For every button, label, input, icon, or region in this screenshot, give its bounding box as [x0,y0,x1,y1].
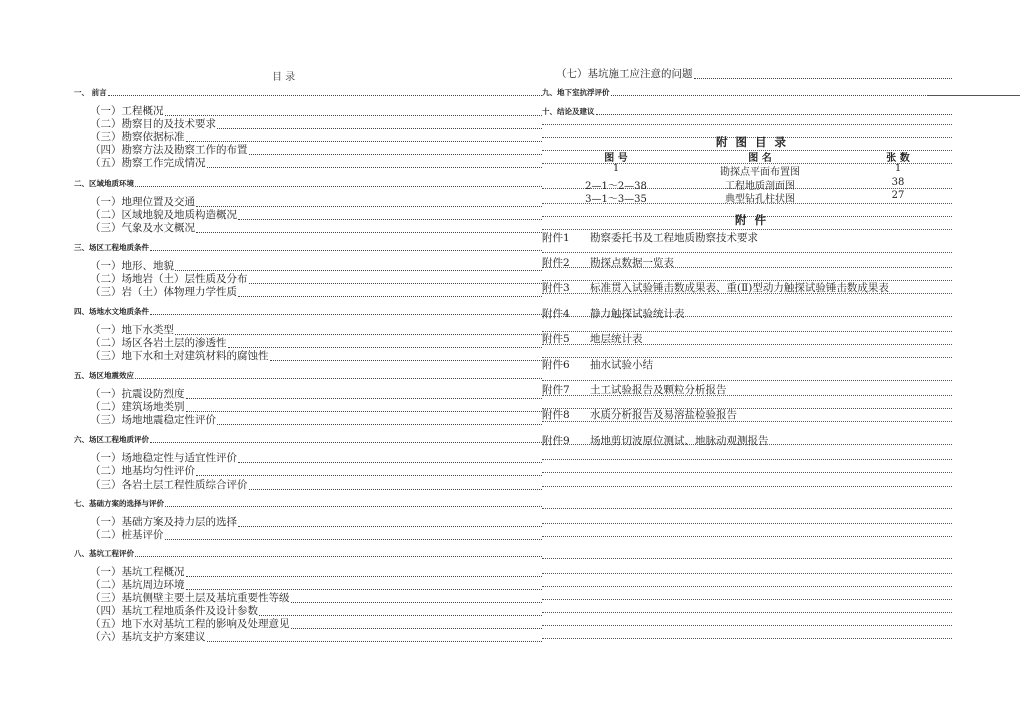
toc-item-label: （三）岩（土）体物理力学性质 [90,286,237,298]
attachment-item[interactable] [542,433,769,448]
leader-dots [611,94,929,96]
leader-dots [135,555,542,557]
leader-dots [542,523,952,524]
toc-section-4[interactable] [74,306,542,317]
figure-cell: 工程地质剖面图 [725,181,795,192]
toc-section-label: 九、地下室抗浮评价 [542,88,610,97]
toc-item-label: （二）勘察目的及技术要求 [90,118,216,130]
attachment-name: 勘探点数据一览表 [590,257,674,269]
toc-section-3[interactable] [74,242,542,253]
toc-section-label: 八、基坑工程评价 [74,549,134,558]
attachment-name: 抽水试验小结 [590,359,653,371]
toc-item-label: （一）工程概况 [90,105,164,117]
toc-item[interactable] [90,527,542,542]
figure-header-name: 图 名 [748,153,772,164]
attachment-no: 附件7 [542,384,570,396]
toc-item-label: （二）基坑周边环境 [90,579,185,591]
attachment-no: 附件2 [542,257,570,269]
attachment-no: 附件1 [542,232,570,244]
attachment-item[interactable] [542,280,889,295]
leader-dots [238,295,542,297]
attachment-no: 附件9 [542,435,570,447]
leader-dots [542,124,952,125]
figure-cell: 1 [894,163,902,174]
leader-dots [150,313,542,315]
toc-item-label: （三）场地地震稳定性评价 [90,414,216,426]
toc-item-label: （三）基坑侧壁主要土层及基坑重要性等级 [90,592,290,604]
leader-dots [207,640,543,642]
toc-item-label: （五）地下水对基坑工程的影响及处理意见 [90,618,290,630]
toc-section-8[interactable] [74,548,542,559]
leader-dots [542,459,952,460]
leader-dots [217,423,542,425]
toc-item-label: （五）勘察工作完成情况 [90,157,206,169]
toc-section-label: 十、结论及建议 [542,107,595,116]
divider [928,95,1020,96]
attachment-item[interactable] [542,306,685,321]
toc-item-label: （一）地形、地貌 [90,260,174,272]
attachment-item[interactable] [542,407,737,422]
leader-dots [542,599,952,600]
toc-item[interactable] [90,220,542,235]
leader-dots [542,508,952,509]
toc-section-label: 一、 前言 [74,88,107,97]
leader-dots [135,185,542,187]
leader-dots [542,558,952,559]
leader-dots [196,474,542,476]
figure-cell: 3—1～3—35 [585,194,647,205]
toc-item-label: （一）地理位置及交通 [90,196,195,208]
leader-dots [270,359,543,361]
toc-section-6[interactable] [74,434,542,445]
leader-dots [542,486,952,487]
toc-item-label: （二）桩基评价 [90,529,164,541]
figure-header-count: 张 数 [886,153,910,164]
toc-item-label: （一）基础方案及持力层的选择 [90,516,237,528]
toc-item-label: （七）基坑施工应注意的问题 [556,68,693,80]
toc-section-7[interactable] [74,498,542,509]
toc-section-label: 五、场区地震效应 [74,371,134,380]
attachment-no: 附件5 [542,333,570,345]
toc-item-label: （一）抗震设防烈度 [90,388,185,400]
figure-list-title: 附 图 目 录 [716,135,789,149]
figure-cell: 27 [891,190,905,201]
leader-dots [108,94,542,96]
leader-dots [542,472,952,473]
toc-item-label: （六）基坑支护方案建议 [90,631,206,643]
toc-item[interactable] [90,477,542,492]
leader-dots [150,441,542,443]
leader-dots [542,586,952,587]
attachment-name: 静力触探试验统计表 [590,308,685,320]
leader-dots [542,638,952,639]
attachment-no: 附件6 [542,359,570,371]
attachment-name: 勘察委托书及工程地质勘察技术要求 [590,232,758,244]
toc-item-label: （一）基坑工程概况 [90,566,185,578]
toc-item-label: （三）各岩土层工程性质综合评价 [90,479,248,491]
toc-item-label: （三）气象及水文概况 [90,222,195,234]
toc-section-label: 四、场地水文地质条件 [74,307,149,316]
toc-section-label: 七、基础方案的选择与评价 [74,499,164,508]
leader-dots [542,625,952,626]
toc-item-label: （二）区域地貌及地质构造概况 [90,209,237,221]
toc-item-label: （二）场地岩（土）层性质及分布 [90,273,248,285]
toc-item[interactable] [90,463,542,478]
leader-dots [542,573,952,574]
attachment-name: 地层统计表 [590,333,643,345]
leader-dots [196,231,542,233]
figure-cell: 1 [612,163,620,174]
leader-dots [596,113,953,115]
leader-dots [249,488,543,490]
figure-header-no: 图 号 [604,153,628,164]
attachment-name: 水质分析报告及易溶盐检验报告 [590,409,737,421]
figure-cell: 典型钻孔柱状图 [725,194,795,205]
attachment-item[interactable] [542,230,758,245]
attachment-item[interactable] [542,382,727,397]
toc-item[interactable] [556,66,952,81]
toc-section-5[interactable] [74,370,542,381]
toc-item-label: （一）场地稳定性与适宜性评价 [90,452,237,464]
toc-item-label: （二）地基均匀性评价 [90,465,195,477]
figure-cell: 38 [891,177,905,188]
leader-dots [135,377,542,379]
leader-dots [165,538,543,540]
toc-item[interactable] [90,155,542,170]
toc-title: 目 录 [272,72,296,83]
leader-dots [150,249,542,251]
leader-dots [694,77,953,79]
leader-dots [542,252,952,253]
attachment-no: 附件3 [542,282,570,294]
toc-item[interactable] [90,348,542,363]
toc-item-label: （一）地下水类型 [90,324,174,336]
attachment-item[interactable] [542,331,643,346]
toc-item-label: （四）勘察方法及勘察工作的布置 [90,144,248,156]
leader-dots [165,505,542,507]
toc-item-label: （二）建筑场地类别 [90,401,185,413]
figure-cell: 勘探点平面布置图 [720,167,800,178]
toc-item[interactable] [90,629,542,644]
toc-section-10[interactable] [542,106,952,117]
toc-section-9[interactable] [542,87,928,98]
attachment-name: 标准贯入试验锤击数成果表、重(Ⅱ)型动力触探试验锤击数成果表 [590,282,889,294]
figure-cell: 2—1～2—38 [585,181,647,192]
toc-section-label: 二、区域地质环境 [74,179,134,188]
toc-item-label: （二）场区各岩土层的渗透性 [90,337,227,349]
toc-section-label: 三、场区工程地质条件 [74,243,149,252]
leader-dots [542,536,952,537]
toc-item-label: （四）基坑工程地质条件及设计参数 [90,605,258,617]
attachment-item[interactable] [542,357,653,372]
toc-section-2[interactable] [74,178,542,189]
leader-dots [542,380,952,381]
toc-item[interactable] [90,284,542,299]
leader-dots [207,166,543,168]
toc-item[interactable] [90,412,542,427]
toc-item-label: （三）地下水和土对建筑材料的腐蚀性 [90,350,269,362]
toc-section-1[interactable] [74,87,542,98]
attachment-name: 场地剪切波原位测试、地脉动观测报告 [590,435,769,447]
attachment-name: 土工试验报告及颗粒分析报告 [590,384,727,396]
attachment-no: 附件8 [542,409,570,421]
leader-dots [542,612,952,613]
attachment-item[interactable] [542,255,674,270]
toc-item-label: （三）勘察依据标准 [90,131,185,143]
toc-section-label: 六、场区工程地质评价 [74,435,149,444]
attachment-no: 附件4 [542,308,570,320]
attachment-list-title: 附 件 [735,213,769,227]
